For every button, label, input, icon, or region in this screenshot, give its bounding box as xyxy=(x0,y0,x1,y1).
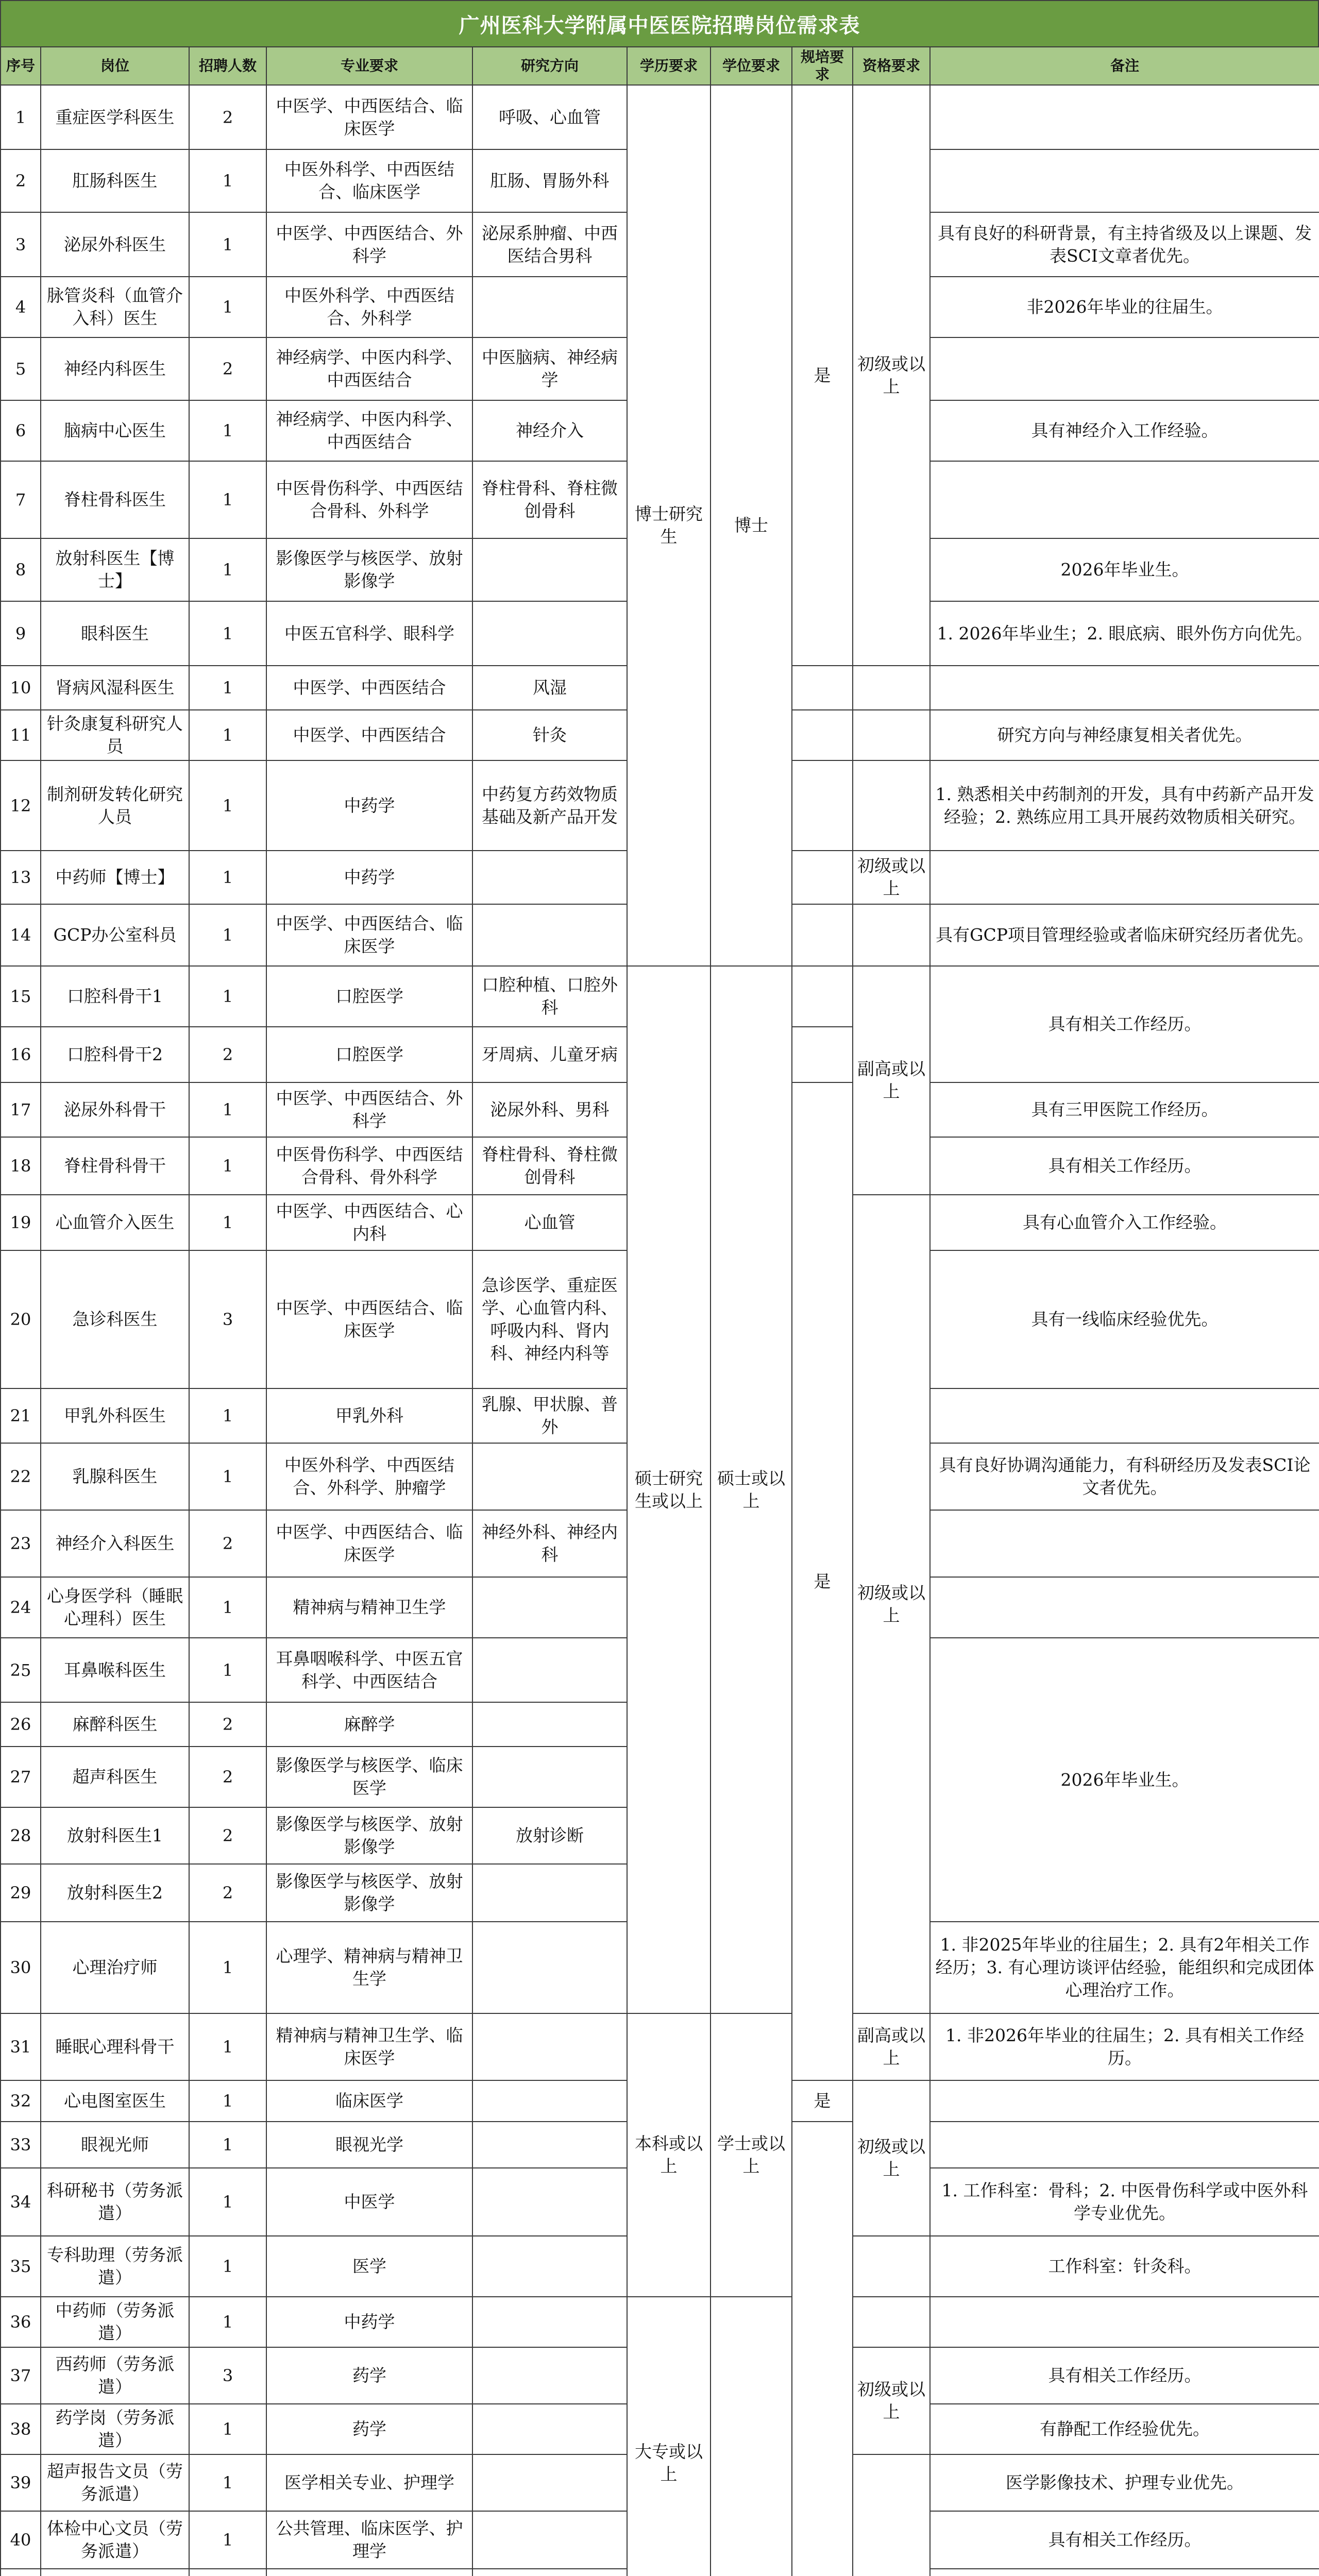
row-no: 34 xyxy=(1,2168,41,2236)
row-note xyxy=(930,85,1319,149)
row-major: 中医学、中西医结合 xyxy=(266,710,472,760)
row-major: 影像医学与核医学、放射影像学 xyxy=(266,1864,472,1922)
row-research: 肛肠、胃肠外科 xyxy=(472,149,627,212)
sheet-title: 广州医科大学附属中医医院招聘岗位需求表 xyxy=(0,0,1319,47)
row-count: 1 xyxy=(189,2122,266,2168)
row-no: 17 xyxy=(1,1082,41,1137)
row-post: 科研秘书（劳务派遣） xyxy=(41,2168,189,2236)
row-count: 1 xyxy=(189,2236,266,2297)
row-no: 19 xyxy=(1,1195,41,1250)
row-research: 泌尿系肿瘤、中西医结合男科 xyxy=(472,212,627,277)
table-row xyxy=(1,2013,1319,2080)
row-count: 2 xyxy=(189,1510,266,1577)
row-note: 具有相关工作经历。 xyxy=(930,2511,1319,2569)
row-deg: 博士 xyxy=(711,85,792,966)
row-major: 中医骨伤科学、中西医结合骨科、骨外科学 xyxy=(266,1137,472,1195)
row-major xyxy=(266,2569,472,2576)
row-major: 中药学 xyxy=(266,760,472,851)
row-no: 30 xyxy=(1,1922,41,2013)
row-no: 22 xyxy=(1,1443,41,1510)
row-count: 1 xyxy=(189,2511,266,2569)
row-major: 临床医学 xyxy=(266,2080,472,2122)
row-research xyxy=(472,2511,627,2569)
row-major: 神经病学、中医内科学、中西医结合 xyxy=(266,400,472,461)
row-major: 中医学、中西医结合、临床医学 xyxy=(266,904,472,966)
row-research xyxy=(472,2080,627,2122)
row-no: 4 xyxy=(1,277,41,337)
row-research: 泌尿外科、男科 xyxy=(472,1082,627,1137)
row-post: 甲乳外科医生 xyxy=(41,1388,189,1443)
row-count: 1 xyxy=(189,1388,266,1443)
row-major: 麻醉学 xyxy=(266,1702,472,1747)
row-major: 眼视光学 xyxy=(266,2122,472,2168)
header-education: 学历要求 xyxy=(627,47,711,85)
row-count: 1 xyxy=(189,149,266,212)
row-major: 中医学、中西医结合、心内科 xyxy=(266,1195,472,1250)
row-note: 1. 2026年毕业生；2. 眼底病、眼外伤方向优先。 xyxy=(930,601,1319,666)
row-research: 放射诊断 xyxy=(472,1807,627,1864)
row-research: 牙周病、儿童牙病 xyxy=(472,1027,627,1082)
row-note xyxy=(930,1388,1319,1443)
row-no: 24 xyxy=(1,1577,41,1638)
row-count: 3 xyxy=(189,1250,266,1388)
row-edu: 本科或以上 xyxy=(627,2013,711,2297)
row-note xyxy=(930,2297,1319,2347)
row-research: 针灸 xyxy=(472,710,627,760)
row-post: 肾病风湿科医生 xyxy=(41,666,189,710)
row-no: 5 xyxy=(1,337,41,400)
row-count: 1 xyxy=(189,538,266,601)
row-research xyxy=(472,1922,627,2013)
row-major: 口腔医学 xyxy=(266,1027,472,1082)
row-research xyxy=(472,2454,627,2511)
row-train xyxy=(792,966,853,1027)
row-post xyxy=(41,2569,189,2576)
header-degree: 学位要求 xyxy=(711,47,792,85)
row-train: 是 xyxy=(792,85,853,666)
row-count: 1 xyxy=(189,1577,266,1638)
row-post: 脊柱骨科医生 xyxy=(41,461,189,538)
row-no: 10 xyxy=(1,666,41,710)
header-research: 研究方向 xyxy=(472,47,627,85)
row-major: 中医学、中西医结合、外科学 xyxy=(266,212,472,277)
row-count: 1 xyxy=(189,1922,266,2013)
row-research: 神经外科、神经内科 xyxy=(472,1510,627,1577)
row-qual: 初级或以上 xyxy=(853,1195,930,2013)
row-research xyxy=(472,538,627,601)
row-count: 2 xyxy=(189,1027,266,1082)
header-training: 规培要求 xyxy=(792,47,853,85)
row-research: 急诊医学、重症医学、心血管内科、呼吸内科、肾内科、神经内科等 xyxy=(472,1250,627,1388)
row-post: 针灸康复科研究人员 xyxy=(41,710,189,760)
row-post: 脉管炎科（血管介入科）医生 xyxy=(41,277,189,337)
row-post: 西药师（劳务派遣） xyxy=(41,2347,189,2404)
row-research xyxy=(472,1577,627,1638)
row-research xyxy=(472,2347,627,2404)
row-post: 泌尿外科骨干 xyxy=(41,1082,189,1137)
row-post: 心电图室医生 xyxy=(41,2080,189,2122)
row-no: 31 xyxy=(1,2013,41,2080)
row-qual xyxy=(853,2454,930,2576)
row-note xyxy=(930,2080,1319,2122)
row-research: 风湿 xyxy=(472,666,627,710)
row-post: 制剂研发转化研究人员 xyxy=(41,760,189,851)
row-deg: 学士或以上 xyxy=(711,2013,792,2297)
row-research xyxy=(472,904,627,966)
row-note: 1. 熟悉相关中药制剂的开发，具有中药新产品开发经验；2. 熟练应用工具开展药效物质相关研究。 xyxy=(930,760,1319,851)
row-research xyxy=(472,2122,627,2168)
row-qual: 副高或以上 xyxy=(853,2013,930,2080)
row-qual xyxy=(853,904,930,966)
row-research: 心血管 xyxy=(472,1195,627,1250)
row-count: 1 xyxy=(189,710,266,760)
row-count: 2 xyxy=(189,1747,266,1807)
row-note: 工作科室：针灸科。 xyxy=(930,2236,1319,2297)
row-count: 1 xyxy=(189,2168,266,2236)
row-note: 具有一线临床经验优先。 xyxy=(930,1250,1319,1388)
row-post: 放射科医生【博士】 xyxy=(41,538,189,601)
row-deg: 硕士或以上 xyxy=(711,966,792,2013)
row-note: 具有心血管介入工作经验。 xyxy=(930,1195,1319,1250)
row-note: 具有GCP项目管理经验或者临床研究经历者优先。 xyxy=(930,904,1319,966)
row-major: 中医外科学、中西医结合、外科学 xyxy=(266,277,472,337)
row-post: 神经介入科医生 xyxy=(41,1510,189,1577)
row-research: 呼吸、心血管 xyxy=(472,85,627,149)
row-major: 口腔医学 xyxy=(266,966,472,1027)
row-count: 1 xyxy=(189,966,266,1027)
row-count: 1 xyxy=(189,1195,266,1250)
row-note xyxy=(930,851,1319,904)
row-note: 具有相关工作经历。 xyxy=(930,966,1319,1082)
row-no: 16 xyxy=(1,1027,41,1082)
row-research xyxy=(472,1747,627,1807)
row-note: 具有相关工作经历。 xyxy=(930,2347,1319,2404)
row-note: 1. 非2026年毕业的往届生；2. 具有相关工作经历。 xyxy=(930,2013,1319,2080)
row-count: 2 xyxy=(189,85,266,149)
row-count: 1 xyxy=(189,400,266,461)
row-no: 20 xyxy=(1,1250,41,1388)
header-qualification: 资格要求 xyxy=(853,47,930,85)
row-no: 21 xyxy=(1,1388,41,1443)
row-post: 放射科医生2 xyxy=(41,1864,189,1922)
row-qual xyxy=(853,710,930,760)
row-research xyxy=(472,2569,627,2576)
row-count: 1 xyxy=(189,461,266,538)
row-major: 中医学、中西医结合 xyxy=(266,666,472,710)
row-major: 中医学、中西医结合、临床医学 xyxy=(266,1510,472,1577)
row-no: 29 xyxy=(1,1864,41,1922)
row-count: 1 xyxy=(189,601,266,666)
row-qual: 初级或以上 xyxy=(853,2347,930,2454)
row-count: 2 xyxy=(189,1807,266,1864)
row-no xyxy=(1,2569,41,2576)
row-post: 泌尿外科医生 xyxy=(41,212,189,277)
recruitment-table xyxy=(0,46,1319,2576)
row-major: 影像医学与核医学、临床医学 xyxy=(266,1747,472,1807)
row-no: 9 xyxy=(1,601,41,666)
row-no: 12 xyxy=(1,760,41,851)
row-major: 药学 xyxy=(266,2347,472,2404)
row-research xyxy=(472,1702,627,1747)
row-no: 37 xyxy=(1,2347,41,2404)
row-major: 神经病学、中医内科学、中西医结合 xyxy=(266,337,472,400)
row-major: 耳鼻咽喉科学、中医五官科学、中西医结合 xyxy=(266,1638,472,1702)
row-note xyxy=(930,1510,1319,1577)
row-major: 精神病与精神卫生学、临床医学 xyxy=(266,2013,472,2080)
row-no: 3 xyxy=(1,212,41,277)
row-count: 2 xyxy=(189,1864,266,1922)
row-train xyxy=(792,710,853,760)
row-train xyxy=(792,1027,853,1082)
row-post: 专科助理（劳务派遣） xyxy=(41,2236,189,2297)
row-no: 27 xyxy=(1,1747,41,1807)
row-count: 1 xyxy=(189,851,266,904)
row-qual: 初级或以上 xyxy=(853,851,930,904)
row-major: 中药学 xyxy=(266,851,472,904)
row-count: 1 xyxy=(189,2454,266,2511)
row-research: 口腔种植、口腔外科 xyxy=(472,966,627,1027)
row-post: 急诊科医生 xyxy=(41,1250,189,1388)
row-no: 32 xyxy=(1,2080,41,2122)
row-major: 中医五官科学、眼科学 xyxy=(266,601,472,666)
row-major: 中医学、中西医结合、外科学 xyxy=(266,1082,472,1137)
row-post: 脊柱骨科骨干 xyxy=(41,1137,189,1195)
row-research: 中医脑病、神经病学 xyxy=(472,337,627,400)
row-major: 心理学、精神病与精神卫生学 xyxy=(266,1922,472,2013)
row-count: 2 xyxy=(189,337,266,400)
row-qual xyxy=(853,760,930,851)
row-note: 具有神经介入工作经验。 xyxy=(930,400,1319,461)
row-post: 耳鼻喉科医生 xyxy=(41,1638,189,1702)
row-research: 神经介入 xyxy=(472,400,627,461)
table-row xyxy=(1,966,1319,1027)
row-major: 药学 xyxy=(266,2404,472,2454)
row-count: 1 xyxy=(189,760,266,851)
row-note xyxy=(930,461,1319,538)
row-train: 是 xyxy=(792,2080,853,2122)
row-major: 中医学 xyxy=(266,2168,472,2236)
row-note xyxy=(930,2122,1319,2168)
row-major: 中医外科学、中西医结合、外科学、肿瘤学 xyxy=(266,1443,472,1510)
row-post: 药学岗（劳务派遣） xyxy=(41,2404,189,2454)
row-no: 26 xyxy=(1,1702,41,1747)
row-count: 1 xyxy=(189,212,266,277)
row-no: 15 xyxy=(1,966,41,1027)
row-no: 40 xyxy=(1,2511,41,2569)
row-note: 非2026年毕业的往届生。 xyxy=(930,277,1319,337)
row-no: 25 xyxy=(1,1638,41,1702)
row-train xyxy=(792,904,853,966)
row-major: 中医外科学、中西医结合、临床医学 xyxy=(266,149,472,212)
row-research xyxy=(472,851,627,904)
row-count: 1 xyxy=(189,2080,266,2122)
row-edu: 大专或以上 xyxy=(627,2297,711,2576)
row-major: 影像医学与核医学、放射影像学 xyxy=(266,538,472,601)
row-major: 公共管理、临床医学、护理学 xyxy=(266,2511,472,2569)
row-qual: 副高或以上 xyxy=(853,966,930,1195)
row-major: 中医骨伤科学、中西医结合骨科、外科学 xyxy=(266,461,472,538)
row-note: 2026年毕业生。 xyxy=(930,1638,1319,1922)
table-row xyxy=(1,2297,1319,2347)
row-count: 1 xyxy=(189,666,266,710)
row-qual: 初级或以上 xyxy=(853,2080,930,2236)
row-post: 肛肠科医生 xyxy=(41,149,189,212)
row-no: 39 xyxy=(1,2454,41,2511)
row-major: 中医学、中西医结合、临床医学 xyxy=(266,85,472,149)
row-no: 35 xyxy=(1,2236,41,2297)
row-major: 精神病与精神卫生学 xyxy=(266,1577,472,1638)
row-note: 2026年毕业生。 xyxy=(930,538,1319,601)
row-edu: 硕士研究生或以上 xyxy=(627,966,711,2013)
row-qual xyxy=(853,666,930,710)
row-post: 睡眠心理科骨干 xyxy=(41,2013,189,2080)
row-major: 甲乳外科 xyxy=(266,1388,472,1443)
row-count: 1 xyxy=(189,2404,266,2454)
row-research xyxy=(472,1864,627,1922)
row-note: 具有良好协调沟通能力，有科研经历及发表SCI论文者优先。 xyxy=(930,1443,1319,1510)
row-post: 中药师（劳务派遣） xyxy=(41,2297,189,2347)
row-post: 超声科医生 xyxy=(41,1747,189,1807)
row-post: 口腔科骨干2 xyxy=(41,1027,189,1082)
row-no: 6 xyxy=(1,400,41,461)
row-post: 神经内科医生 xyxy=(41,337,189,400)
header-post: 岗位 xyxy=(41,47,189,85)
row-no: 23 xyxy=(1,1510,41,1577)
row-count xyxy=(189,2569,266,2576)
row-post: 眼视光师 xyxy=(41,2122,189,2168)
row-research xyxy=(472,1638,627,1702)
row-note: 1. 工作科室：骨科；2. 中医骨伤科学或中医外科学专业优先。 xyxy=(930,2168,1319,2236)
row-qual xyxy=(853,2236,930,2297)
row-count: 2 xyxy=(189,1702,266,1747)
row-research xyxy=(472,601,627,666)
row-no: 36 xyxy=(1,2297,41,2347)
row-post: 放射科医生1 xyxy=(41,1807,189,1864)
row-count: 1 xyxy=(189,2013,266,2080)
header-no: 序号 xyxy=(1,47,41,85)
row-train: 是 xyxy=(792,1082,853,2080)
row-note xyxy=(930,337,1319,400)
row-count: 1 xyxy=(189,1137,266,1195)
row-research xyxy=(472,2013,627,2080)
row-research xyxy=(472,2168,627,2236)
row-count: 1 xyxy=(189,1638,266,1702)
row-no: 14 xyxy=(1,904,41,966)
header-notes: 备注 xyxy=(930,47,1319,85)
row-post: 眼科医生 xyxy=(41,601,189,666)
row-research: 脊柱骨科、脊柱微创骨科 xyxy=(472,461,627,538)
row-research xyxy=(472,277,627,337)
row-post: 心血管介入医生 xyxy=(41,1195,189,1250)
row-count: 1 xyxy=(189,1443,266,1510)
row-research xyxy=(472,2236,627,2297)
row-major: 中医学、中西医结合、临床医学 xyxy=(266,1250,472,1388)
row-note: 有静配工作经验优先。 xyxy=(930,2404,1319,2454)
row-note: 具有相关工作经历。 xyxy=(930,1137,1319,1195)
row-no: 1 xyxy=(1,85,41,149)
row-note: 医学影像技术、护理专业优先。 xyxy=(930,2454,1319,2511)
row-qual xyxy=(853,2297,930,2347)
row-major: 医学相关专业、护理学 xyxy=(266,2454,472,2511)
row-qual: 初级或以上 xyxy=(853,85,930,666)
row-deg xyxy=(711,2297,792,2576)
row-post: 重症医学科医生 xyxy=(41,85,189,149)
row-no: 7 xyxy=(1,461,41,538)
row-train xyxy=(792,851,853,904)
row-post: 中药师【博士】 xyxy=(41,851,189,904)
row-post: 心身医学科（睡眠心理科）医生 xyxy=(41,1577,189,1638)
row-count: 1 xyxy=(189,1082,266,1137)
row-note: 具有良好的科研背景，有主持省级及以上课题、发表SCI文章者优先。 xyxy=(930,212,1319,277)
row-no: 8 xyxy=(1,538,41,601)
row-research: 脊柱骨科、脊柱微创骨科 xyxy=(472,1137,627,1195)
row-edu: 博士研究生 xyxy=(627,85,711,966)
row-post: 超声报告文员（劳务派遣） xyxy=(41,2454,189,2511)
row-post: 麻醉科医生 xyxy=(41,1702,189,1747)
row-note xyxy=(930,2569,1319,2576)
row-note: 具有三甲医院工作经历。 xyxy=(930,1082,1319,1137)
row-no: 28 xyxy=(1,1807,41,1864)
row-post: 口腔科骨干1 xyxy=(41,966,189,1027)
row-note: 1. 非2025年毕业的往届生；2. 具有2年相关工作经历；3. 有心理访谈评估经验，能组织和完成团体心理治疗工作。 xyxy=(930,1922,1319,2013)
header-row xyxy=(1,47,1319,85)
row-train xyxy=(792,760,853,851)
row-major: 医学 xyxy=(266,2236,472,2297)
row-note: 研究方向与神经康复相关者优先。 xyxy=(930,710,1319,760)
row-note xyxy=(930,666,1319,710)
row-post: 体检中心文员（劳务派遣） xyxy=(41,2511,189,2569)
row-major: 影像医学与核医学、放射影像学 xyxy=(266,1807,472,1864)
row-count: 1 xyxy=(189,2297,266,2347)
row-research xyxy=(472,2297,627,2347)
row-major: 中药学 xyxy=(266,2297,472,2347)
row-research xyxy=(472,1443,627,1510)
row-no: 2 xyxy=(1,149,41,212)
row-count: 1 xyxy=(189,277,266,337)
row-research: 乳腺、甲状腺、普外 xyxy=(472,1388,627,1443)
row-train xyxy=(792,2122,853,2576)
row-count: 1 xyxy=(189,904,266,966)
row-no: 33 xyxy=(1,2122,41,2168)
row-research: 中药复方药效物质基础及新产品开发 xyxy=(472,760,627,851)
row-train xyxy=(792,666,853,710)
row-post: GCP办公室科员 xyxy=(41,904,189,966)
table-row xyxy=(1,85,1319,149)
row-note xyxy=(930,149,1319,212)
row-count: 3 xyxy=(189,2347,266,2404)
row-no: 13 xyxy=(1,851,41,904)
row-post: 脑病中心医生 xyxy=(41,400,189,461)
row-no: 11 xyxy=(1,710,41,760)
row-post: 乳腺科医生 xyxy=(41,1443,189,1510)
row-research xyxy=(472,2404,627,2454)
row-no: 18 xyxy=(1,1137,41,1195)
header-count: 招聘人数 xyxy=(189,47,266,85)
header-major: 专业要求 xyxy=(266,47,472,85)
row-no: 38 xyxy=(1,2404,41,2454)
row-post: 心理治疗师 xyxy=(41,1922,189,2013)
row-note xyxy=(930,1577,1319,1638)
